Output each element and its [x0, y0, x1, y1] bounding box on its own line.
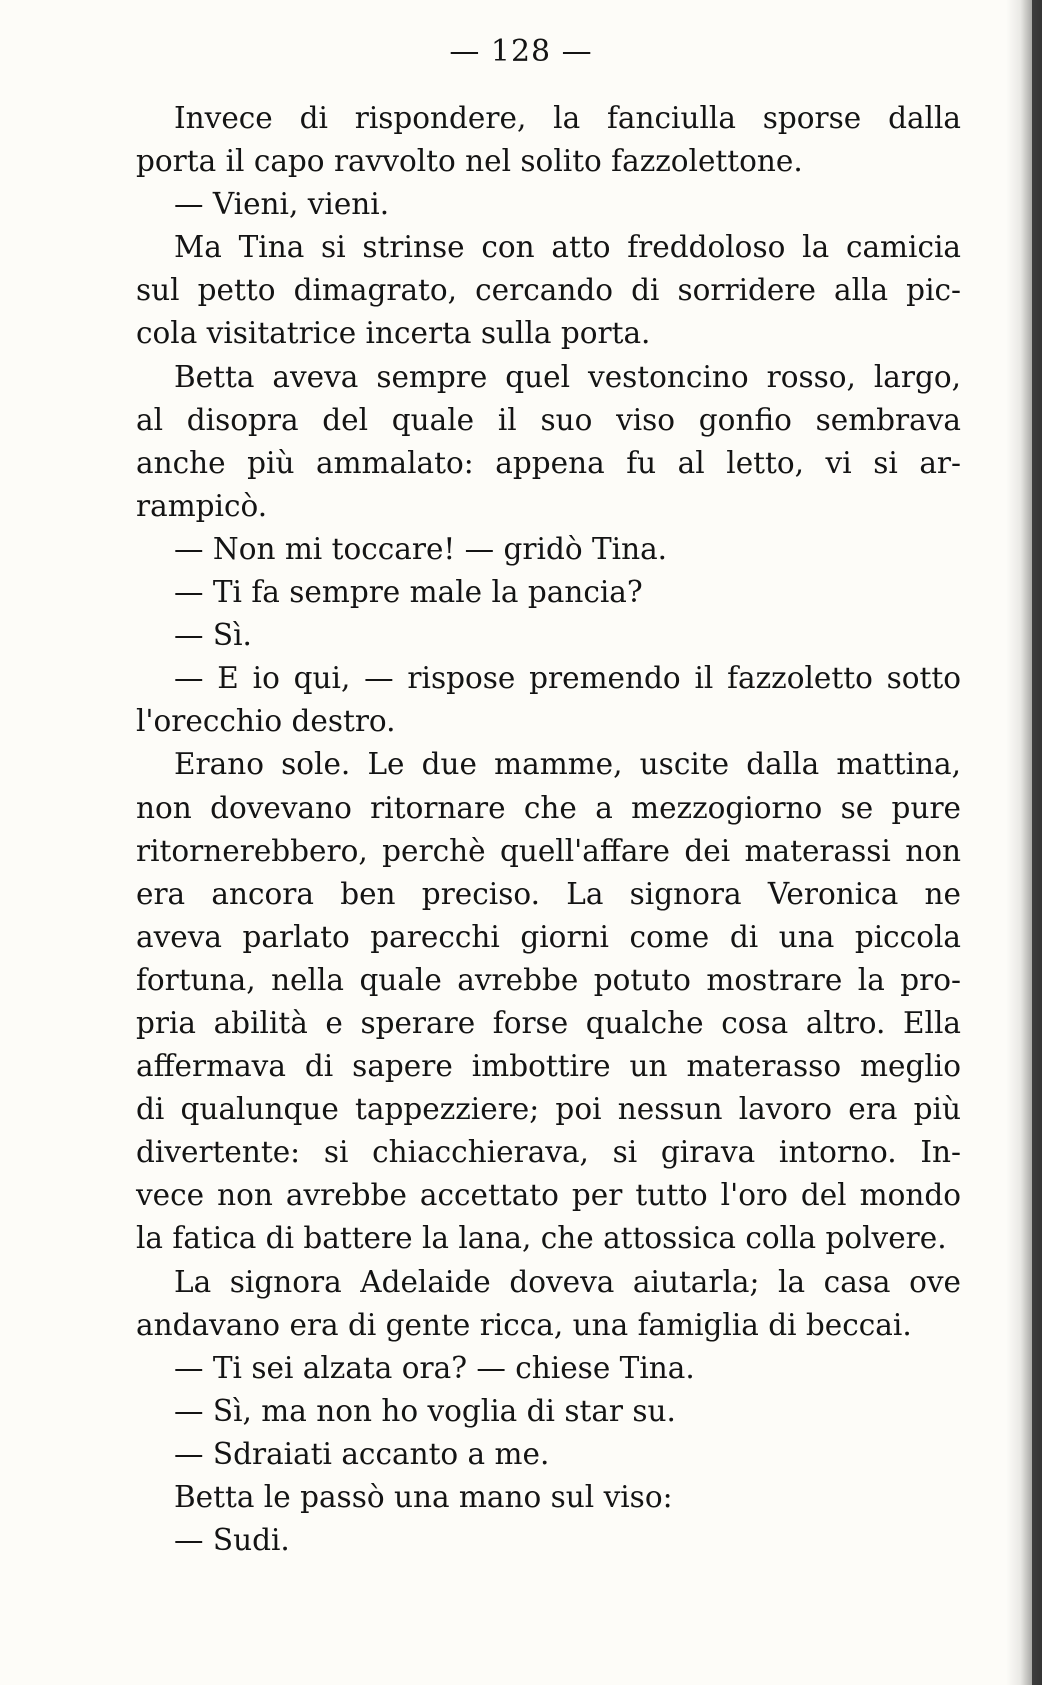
- text-line: porta il capo ravvolto nel solito fazzolettone.: [136, 144, 803, 179]
- text-line: — Ti fa sempre male la pancia?: [174, 575, 643, 610]
- text-line: Ma Tina si strinse con atto freddoloso la camicia: [174, 230, 961, 265]
- text-line: Betta le passò una mano sul viso:: [174, 1480, 673, 1514]
- text-line: rampicò.: [136, 488, 268, 523]
- text-line: al disopra del quale il suo viso gonfio sembrava: [136, 402, 961, 437]
- text-line: Erano sole. Le due mamme, uscite dalla mattina,: [174, 747, 961, 782]
- text-line: La signora Adelaide doveva aiutarla; la casa ove: [174, 1264, 961, 1299]
- text-line: — E io qui, — rispose premendo il fazzoletto sotto: [174, 661, 961, 696]
- text-line: aveva parlato parecchi giorni come di una piccola: [136, 919, 961, 954]
- text-line: affermava di sapere imbottire un materasso meglio: [136, 1049, 961, 1084]
- text-line: vece non avrebbe accettato per tutto l'oro del mondo: [136, 1178, 961, 1213]
- text-line: era ancora ben preciso. La signora Veronica ne: [136, 876, 961, 911]
- text-line: Betta aveva sempre quel vestoncino rosso, largo,: [174, 359, 961, 394]
- text-line: non dovevano ritornare che a mezzogiorno se pure: [136, 790, 961, 825]
- text-line: anche più ammalato: appena fu al letto, vi si ar-: [136, 445, 961, 480]
- text-line: ritornerebbero, perchè quell'affare dei materassi non: [136, 833, 961, 868]
- body-text: [136, 97, 961, 1562]
- text-line: — Non mi toccare! — gridò Tina.: [174, 531, 668, 566]
- text-line: Invece di rispondere, la fanciulla sporse dalla: [174, 101, 961, 135]
- text-line: di qualunque tappezziere; poi nessun lavoro era più: [136, 1092, 961, 1127]
- text-line: fortuna, nella quale avrebbe potuto mostrare la pro-: [136, 962, 961, 997]
- page-number: — 128 —: [449, 34, 593, 69]
- text-line: — Sì.: [174, 618, 252, 653]
- text-line: — Ti sei alzata ora? — chiese Tina.: [174, 1350, 695, 1385]
- text-line: — Sudi.: [174, 1523, 290, 1558]
- text-line: — Sdraiati accanto a me.: [174, 1436, 550, 1471]
- text-line: sul petto dimagrato, cercando di sorridere alla pic-: [136, 273, 961, 308]
- text-line: la fatica di battere la lana, che attossica colla polvere.: [136, 1221, 947, 1256]
- text-line: — Vieni, vieni.: [174, 187, 390, 222]
- text-line: l'orecchio destro.: [136, 704, 396, 739]
- text-line: divertente: si chiacchierava, si girava intorno. In-: [136, 1135, 961, 1170]
- page-edge: [1032, 0, 1042, 1685]
- text-line: cola visitatrice incerta sulla porta.: [136, 316, 651, 351]
- text-line: pria abilità e sperare forse qualche cosa altro. Ella: [136, 1005, 961, 1040]
- text-line: andavano era di gente ricca, una famiglia di beccai.: [136, 1307, 912, 1342]
- text-line: — Sì, ma non ho voglia di star su.: [174, 1393, 676, 1428]
